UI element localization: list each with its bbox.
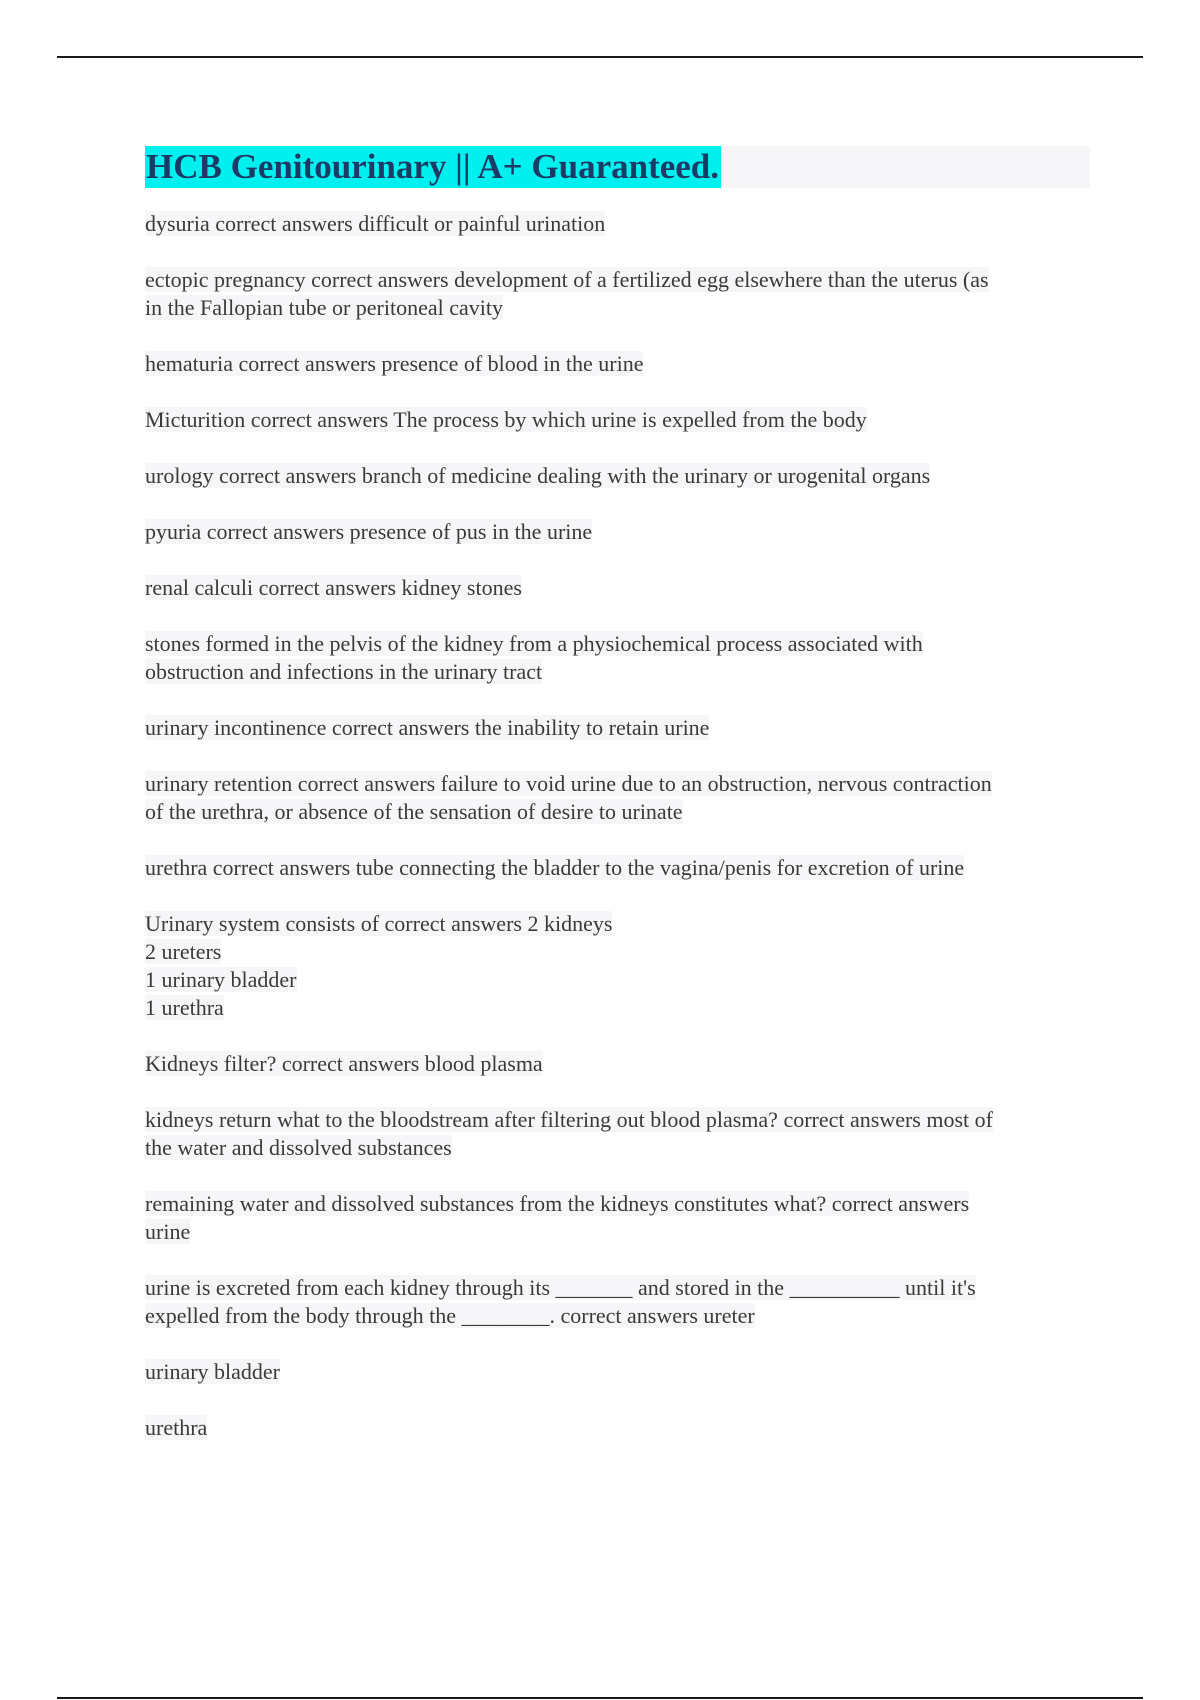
flashcard-entry <box>145 210 1090 238</box>
entry-line <box>145 770 1090 798</box>
flashcard-entry <box>145 854 1090 882</box>
entry-line <box>145 1302 1090 1330</box>
entry-text: urinary bladder <box>145 1359 280 1384</box>
entry-text: urethra correct answers tube connecting the bladder to the vagina/penis for excretion of urine <box>145 855 965 880</box>
title-bar <box>145 146 1090 188</box>
entry-line <box>145 350 1090 378</box>
entry-line <box>145 1218 1090 1246</box>
entry-text: dysuria correct answers difficult or painful urination <box>145 211 606 236</box>
entry-line <box>145 574 1090 602</box>
entry-text: expelled from the body through the ________. correct answers ureter <box>145 1303 755 1328</box>
entry-text: Micturition correct answers The process by which urine is expelled from the body <box>145 407 867 432</box>
entry-text: ectopic pregnancy correct answers development of a fertilized egg elsewhere than the uterus (as <box>145 267 989 292</box>
document-title: HCB Genitourinary || A+ Guaranteed. <box>146 147 720 186</box>
entry-text: urine is excreted from each kidney through its _______ and stored in the __________ until it's <box>145 1275 976 1300</box>
flashcard-entry <box>145 518 1090 546</box>
entry-text: hematuria correct answers presence of blood in the urine <box>145 351 644 376</box>
entry-line <box>145 910 1090 938</box>
flashcard-entry <box>145 1414 1090 1442</box>
entry-line <box>145 994 1090 1022</box>
entry-line <box>145 658 1090 686</box>
flashcard-entry <box>145 1358 1090 1386</box>
entry-list <box>145 210 1090 1442</box>
entry-text: urinary incontinence correct answers the inability to retain urine <box>145 715 710 740</box>
entry-line <box>145 966 1090 994</box>
entry-line <box>145 1134 1090 1162</box>
entry-line <box>145 714 1090 742</box>
entry-line <box>145 462 1090 490</box>
entry-text: stones formed in the pelvis of the kidney from a physiochemical process associated with <box>145 631 923 656</box>
document-body <box>145 146 1090 1470</box>
entry-text: obstruction and infections in the urinary tract <box>145 659 543 684</box>
entry-text: renal calculi correct answers kidney stones <box>145 575 522 600</box>
flashcard-entry <box>145 630 1090 686</box>
entry-line <box>145 1190 1090 1218</box>
entry-text: 1 urinary bladder <box>145 967 297 992</box>
entry-line <box>145 266 1090 294</box>
flashcard-entry <box>145 406 1090 434</box>
flashcard-entry <box>145 770 1090 826</box>
entry-text: kidneys return what to the bloodstream after filtering out blood plasma? correct answers most of <box>145 1107 993 1132</box>
flashcard-entry <box>145 574 1090 602</box>
entry-line <box>145 1106 1090 1134</box>
flashcard-entry <box>145 1050 1090 1078</box>
entry-line <box>145 518 1090 546</box>
entry-line <box>145 1414 1090 1442</box>
entry-line <box>145 938 1090 966</box>
flashcard-entry <box>145 910 1090 1022</box>
entry-text: remaining water and dissolved substances from the kidneys constitutes what? correct answers <box>145 1191 970 1216</box>
entry-text: 2 ureters <box>145 939 222 964</box>
flashcard-entry <box>145 714 1090 742</box>
entry-line <box>145 1050 1090 1078</box>
bottom-rule <box>57 1697 1143 1699</box>
flashcard-entry <box>145 462 1090 490</box>
entry-text: in the Fallopian tube or peritoneal cavity <box>145 295 504 320</box>
entry-line <box>145 798 1090 826</box>
entry-line <box>145 294 1090 322</box>
entry-line <box>145 1358 1090 1386</box>
entry-line <box>145 1274 1090 1302</box>
entry-text: Urinary system consists of correct answers 2 kidneys <box>145 911 613 936</box>
entry-text: of the urethra, or absence of the sensation of desire to urinate <box>145 799 683 824</box>
entry-line <box>145 406 1090 434</box>
entry-text: urinary retention correct answers failure to void urine due to an obstruction, nervous contraction <box>145 771 992 796</box>
flashcard-entry <box>145 350 1090 378</box>
entry-text: pyuria correct answers presence of pus in the urine <box>145 519 593 544</box>
entry-text: urology correct answers branch of medicine dealing with the urinary or urogenital organs <box>145 463 931 488</box>
entry-text: Kidneys filter? correct answers blood plasma <box>145 1051 543 1076</box>
entry-line <box>145 630 1090 658</box>
entry-text: 1 urethra <box>145 995 224 1020</box>
entry-text: urethra <box>145 1415 208 1440</box>
flashcard-entry <box>145 266 1090 322</box>
entry-line <box>145 210 1090 238</box>
entry-text: the water and dissolved substances <box>145 1135 452 1160</box>
top-rule <box>57 56 1143 58</box>
flashcard-entry <box>145 1274 1090 1330</box>
entry-text: urine <box>145 1219 191 1244</box>
flashcard-entry <box>145 1190 1090 1246</box>
entry-line <box>145 854 1090 882</box>
flashcard-entry <box>145 1106 1090 1162</box>
